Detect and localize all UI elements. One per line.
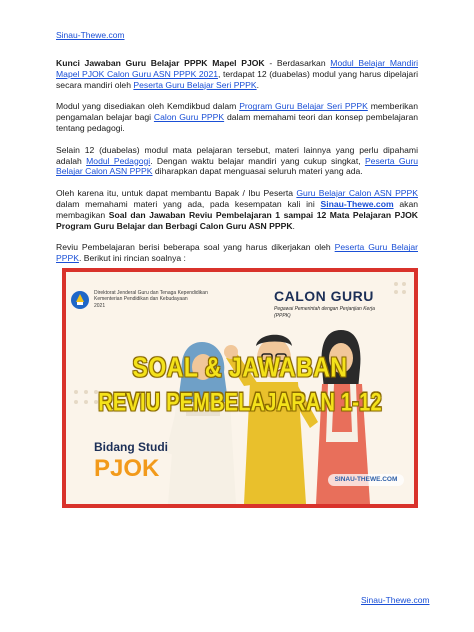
link-sinau-thewe[interactable]: Sinau-Thewe.com bbox=[320, 198, 394, 209]
header-site-link[interactable]: Sinau-Thewe.com bbox=[56, 30, 125, 40]
pppk-subtitle: Pegawai Pemerintah dengan Perjanjian Kerja bbox=[274, 306, 375, 312]
banner-watermark: SINAU-THEWE.COM bbox=[334, 476, 398, 483]
text: diharapkan dapat menguasai seluruh materi yang ada. bbox=[152, 166, 363, 177]
text: Oleh karena itu, untuk dapat membantu Bapak / Ibu Peserta bbox=[56, 188, 297, 199]
paragraph-4 bbox=[56, 188, 418, 231]
text: . bbox=[256, 79, 260, 90]
org-block bbox=[94, 290, 244, 309]
calon-guru-heading: CALON GURU bbox=[274, 288, 374, 304]
link-guru-belajar-calon-asn[interactable]: Guru Belajar Calon ASN PPPK bbox=[296, 188, 418, 199]
link-modul-belajar[interactable]: Modul Belajar Mandiri Mapel PJOK Calon Guru ASN PPPK 2021 bbox=[56, 58, 418, 79]
text: , terdapat 12 (duabelas) modul yang harus dipelajari secara mandiri oleh bbox=[56, 68, 418, 90]
link-peserta-guru-belajar[interactable]: Peserta Guru Belajar Seri PPPK bbox=[133, 79, 257, 90]
text: . Dengan waktu belajar mandiri yang cukup singkat, bbox=[150, 155, 365, 166]
intro-paragraph bbox=[56, 58, 418, 90]
bidang-studi-label: Bidang Studi bbox=[94, 440, 168, 454]
text: . Berikut ini rincian soalnya : bbox=[78, 253, 186, 264]
link-calon-guru-pppk[interactable]: Calon Guru PPPK bbox=[153, 112, 225, 123]
link-peserta-guru-belajar-asn[interactable]: Peserta Guru Belajar Calon ASN PPPK bbox=[56, 155, 419, 177]
text: - Berdasarkan bbox=[264, 58, 331, 68]
subject-pjok: PJOK bbox=[94, 455, 160, 482]
link-program-guru-belajar[interactable]: Program Guru Belajar Seri PPPK bbox=[239, 101, 368, 112]
text: akan membagikan bbox=[56, 198, 419, 220]
text: memberikan pengamalan belajar bagi bbox=[56, 101, 418, 123]
org-line-1: Direktorat Jenderal Guru dan Tenaga Kependidikan bbox=[94, 290, 208, 296]
kemdikbud-logo bbox=[71, 291, 89, 309]
text: dalam memahami materi yang ada, pada kesempatan kali ini bbox=[56, 198, 321, 209]
text: Selain 12 (duabelas) modul mata pelajaran tersebut, materi lainnya yang perlu dipahami adalah bbox=[56, 144, 418, 166]
link-peserta-guru-belajar-pppk[interactable]: Peserta Guru Belajar PPPK bbox=[56, 242, 418, 264]
text: dalam memahami teori dan konsep pembelajaran tentang pedagogi. bbox=[56, 112, 419, 133]
paragraph-2 bbox=[56, 101, 418, 133]
footer-site-link[interactable]: Sinau-Thewe.com bbox=[361, 595, 430, 605]
paragraph-3 bbox=[56, 145, 418, 177]
pppk-abbr: (PPPK) bbox=[274, 313, 291, 319]
org-year: 2021 bbox=[94, 302, 106, 309]
text: Modul yang disediakan oleh Kemdikbud dalam bbox=[56, 101, 240, 112]
link-modul-pedagogi[interactable]: Modul Pedagogi bbox=[86, 155, 151, 166]
org-line-2: Kementerian Pendidikan dan Kebudayaan bbox=[94, 296, 188, 303]
intro-title: Kunci Jawaban Guru Belajar PPPK Mapel PJOK bbox=[56, 58, 265, 68]
bold-text: Soal dan Jawaban Reviu Pembelajaran 1 sampai 12 Mata Pelajaran PJOK Program Guru Belajar dan Berbagi Calon Guru ASN PPPK bbox=[56, 209, 418, 231]
paragraph-5 bbox=[56, 242, 418, 264]
text: . bbox=[292, 220, 295, 231]
headline-soal-jawaban: SOAL & JAWABAN bbox=[132, 351, 348, 383]
banner-inner bbox=[66, 272, 414, 504]
banner-image bbox=[62, 268, 418, 508]
article-body bbox=[56, 58, 418, 275]
headline-reviu: REVIU PEMBELAJARAN 1-12 bbox=[98, 389, 382, 417]
text: Reviu Pembelajaran berisi beberapa soal yang harus dikerjakan oleh bbox=[56, 242, 335, 253]
